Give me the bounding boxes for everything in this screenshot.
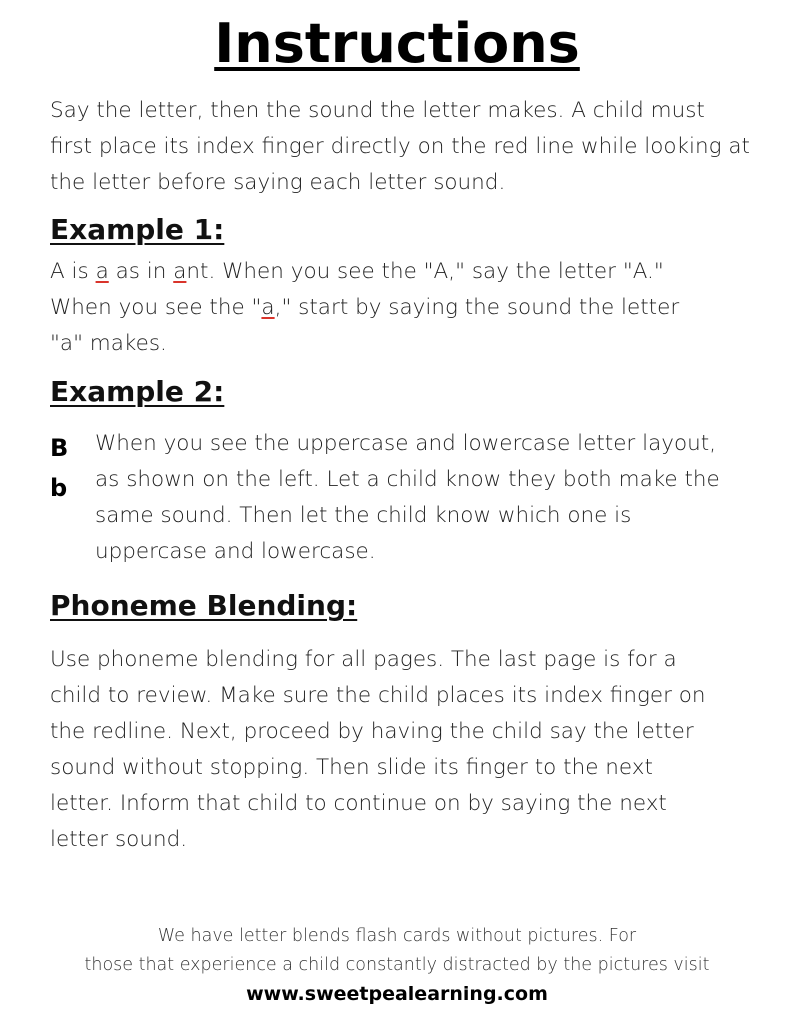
letter-pair bbox=[50, 428, 80, 508]
underlined-letter: a bbox=[173, 259, 187, 284]
footer bbox=[0, 922, 794, 1009]
underlined-letter: a bbox=[261, 295, 275, 320]
example-1-heading: Example 1: bbox=[50, 213, 225, 246]
example-2-heading: Example 2: bbox=[50, 375, 225, 408]
footer-line-1: We have letter blends flash cards without pictures. For bbox=[157, 926, 637, 946]
phoneme-blending-text: Use phoneme blending for all pages. The last page is for a child to review. Make sure the child places its index finger on the redline. Next, proceed by having the child say the letter sound without stopping. Then slide its finger to the next letter. Inform that child to continue on by saying the next letter sound. bbox=[50, 647, 706, 852]
example-2-text: When you see the uppercase and lowercase letter layout, as shown on the left. Let a child know they both make the same sound. Then let the child know which one is uppercase and lowercase. bbox=[95, 431, 720, 564]
footer-line-2: those that experience a child constantly distracted by the pictures visit bbox=[84, 955, 710, 975]
lowercase-letter: b bbox=[50, 474, 68, 502]
example-1-text: A is a as in ant. When you see the "A," say the letter "A." When you see the "a," start by saying the sound the letter "a" makes. bbox=[50, 259, 680, 356]
uppercase-letter: B bbox=[50, 434, 69, 462]
underlined-letter: a bbox=[95, 259, 109, 284]
website-link[interactable]: www.sweetpealearning.com bbox=[246, 983, 548, 1005]
phoneme-blending-heading: Phoneme Blending: bbox=[50, 589, 358, 622]
intro-paragraph: Say the letter, then the sound the letter makes. A child must first place its index finger directly on the red line while looking at the letter before saying each letter sound. bbox=[50, 98, 750, 195]
page-title: Instructions bbox=[214, 12, 580, 75]
